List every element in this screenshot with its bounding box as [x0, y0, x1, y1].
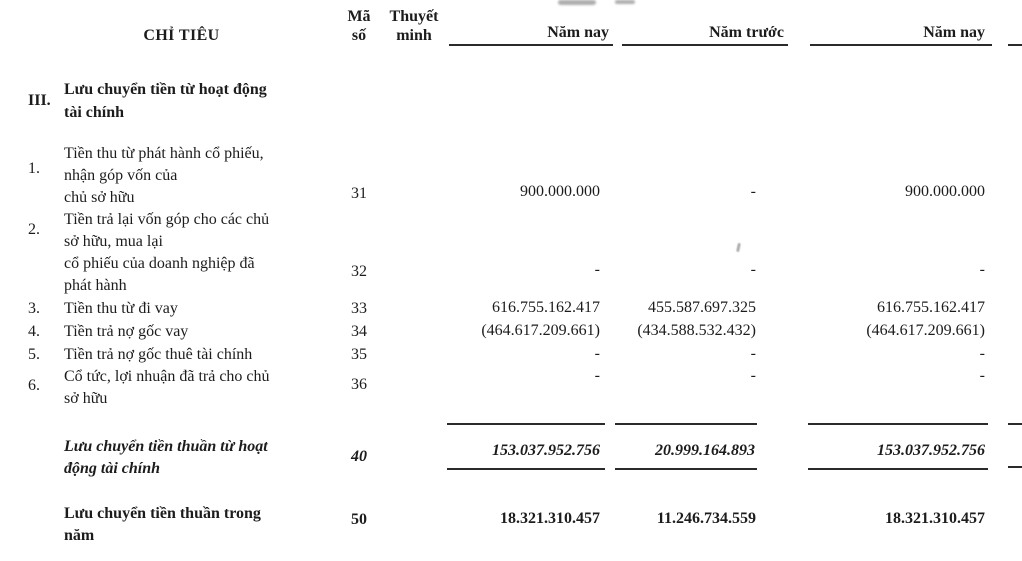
row-label [64, 423, 335, 480]
column-header-thuyet-minh [383, 7, 445, 46]
row-ordinal [28, 423, 64, 424]
notes-cell [383, 297, 445, 298]
row-label-line: tài chính [64, 104, 125, 121]
row-label-line: Lưu chuyển tiền thuần từ hoạt [64, 438, 268, 455]
value-nam-nay-1: - [594, 261, 600, 278]
adjacent-column-rule-fragment [1008, 423, 1022, 468]
value-nam-nay-1 [445, 423, 613, 470]
row-item-1 [0, 143, 1022, 209]
value-nam-nay-1: (464.617.209.661) [481, 322, 600, 339]
value-nam-nay-1: 616.755.162.417 [492, 299, 600, 316]
value-nam-truoc [613, 78, 790, 79]
value-nam-truoc: - [750, 261, 756, 278]
column-header-nam-nay-2: Năm nay [810, 24, 992, 46]
row-item-4 [0, 320, 1022, 343]
value-nam-nay-2: 616.755.162.417 [877, 299, 985, 316]
code-cell [335, 78, 383, 79]
value-nam-nay-1: 900.000.000 [520, 183, 600, 200]
row-spacer [992, 366, 1022, 367]
value-nam-nay-2: - [979, 367, 985, 384]
value-nam-truoc: 455.587.697.325 [648, 299, 756, 316]
row-ordinal: 2. [28, 221, 40, 238]
row-label [64, 143, 335, 209]
column-header-chi-tieu: CHỈ TIÊU [143, 27, 220, 44]
row-label-line: Tiền trả nợ gốc thuê tài chính [64, 346, 253, 363]
row-spacer [992, 503, 1022, 504]
value-nam-truoc: - [750, 183, 756, 200]
ruled-value: 153.037.952.756 [447, 423, 605, 470]
table-header [0, 0, 1022, 46]
row-spacer [992, 343, 1022, 344]
code-cell: 34 [351, 323, 367, 340]
column-header-thuyet-minh-line1: Thuyết [389, 8, 439, 25]
row-label [64, 320, 335, 343]
row-item-6 [0, 366, 1022, 410]
code-cell: 50 [351, 511, 367, 528]
row-label-line: sở hữu, mua lại [64, 233, 163, 250]
row-label [64, 78, 335, 124]
row-label-line: Tiền trả lại vốn góp cho các chủ [64, 211, 270, 228]
row-label-line: Cổ tức, lợi nhuận đã trả cho chủ [64, 368, 270, 385]
row-ordinal: 1. [28, 160, 40, 177]
row-ordinal [28, 503, 64, 504]
notes-cell [383, 78, 445, 79]
row-label-line: chủ sở hữu [64, 189, 135, 206]
row-ordinal: 4. [28, 323, 40, 340]
adjacent-column-rule-fragment [992, 423, 1022, 468]
row-item-2 [0, 209, 1022, 297]
row-label-line: nhận góp vốn của [64, 167, 178, 184]
column-header-ma-so-line1: Mã [347, 8, 371, 25]
notes-cell [383, 143, 445, 144]
row-ordinal: 5. [28, 346, 40, 363]
value-nam-truoc: (434.588.532.432) [637, 322, 756, 339]
row-spacer [992, 209, 1022, 210]
row-ordinal: 3. [28, 300, 40, 317]
column-header-ma-so [335, 7, 383, 46]
row-section-iii [0, 78, 1022, 124]
row-label [64, 343, 335, 366]
row-item-3 [0, 297, 1022, 320]
value-nam-truoc [613, 423, 790, 470]
row-label-line: Lưu chuyển tiền thuần trong [64, 505, 261, 522]
code-cell: 33 [351, 300, 367, 317]
value-nam-nay-2: (464.617.209.661) [866, 322, 985, 339]
column-header-nam-truoc: Năm trước [622, 24, 788, 46]
row-label-line: Lưu chuyển tiền từ hoạt động [64, 81, 267, 98]
code-cell: 31 [351, 185, 367, 202]
row-label-line: Tiền trả nợ gốc vay [64, 323, 189, 340]
row-label [64, 503, 335, 547]
scan-artifact-top-1 [558, 0, 596, 5]
row-label-line: Tiền thu từ đi vay [64, 300, 178, 317]
column-header-thuyet-minh-line2: minh [396, 27, 432, 44]
value-nam-nay-2: - [979, 345, 985, 362]
value-nam-nay-1: - [594, 367, 600, 384]
row-label-line: phát hành [64, 277, 127, 294]
column-header-ma-so-line2: số [351, 27, 367, 44]
notes-cell [383, 320, 445, 321]
notes-cell [383, 366, 445, 367]
row-label-line: năm [64, 527, 95, 544]
row-label-line: Tiền thu từ phát hành cổ phiếu, [64, 145, 264, 162]
row-spacer [992, 78, 1022, 79]
row-ordinal: III. [28, 92, 51, 109]
notes-cell [383, 423, 445, 424]
row-spacer [992, 320, 1022, 321]
notes-cell [383, 209, 445, 210]
ruled-value: 153.037.952.756 [808, 423, 988, 470]
ruled-value: 20.999.164.893 [615, 423, 757, 470]
row-label-line: động tài chính [64, 460, 161, 477]
code-cell: 35 [351, 346, 367, 363]
value-nam-nay-2 [790, 78, 992, 79]
column-header-nam-nay-1: Năm nay [449, 24, 613, 46]
row-ordinal: 6. [28, 377, 40, 394]
value-nam-nay-1: - [594, 345, 600, 362]
value-nam-nay-1: 18.321.310.457 [500, 510, 600, 527]
row-spacer [992, 297, 1022, 298]
value-nam-truoc: 11.246.734.559 [656, 510, 756, 527]
row-spacer [992, 143, 1022, 144]
row-subtotal-40 [0, 423, 1022, 480]
value-nam-nay-1 [445, 78, 613, 79]
value-nam-nay-2 [790, 423, 992, 470]
row-item-5 [0, 343, 1022, 366]
value-nam-truoc: - [750, 367, 756, 384]
notes-cell [383, 343, 445, 344]
row-label [64, 209, 335, 297]
value-nam-nay-2: - [979, 261, 985, 278]
code-cell: 32 [351, 263, 367, 280]
value-nam-truoc: - [750, 345, 756, 362]
adjacent-column-rule-fragment [1008, 36, 1022, 46]
row-label-line: cổ phiếu của doanh nghiệp đã [64, 255, 255, 272]
row-label [64, 297, 335, 320]
value-nam-nay-2: 900.000.000 [905, 183, 985, 200]
code-cell: 36 [351, 376, 367, 393]
notes-cell [383, 503, 445, 504]
value-nam-nay-2: 18.321.310.457 [885, 510, 985, 527]
scan-artifact-top-2 [615, 0, 635, 4]
row-total-50 [0, 503, 1022, 547]
row-label [64, 366, 335, 410]
code-cell: 40 [351, 448, 367, 465]
row-label-line: sở hữu [64, 390, 108, 407]
